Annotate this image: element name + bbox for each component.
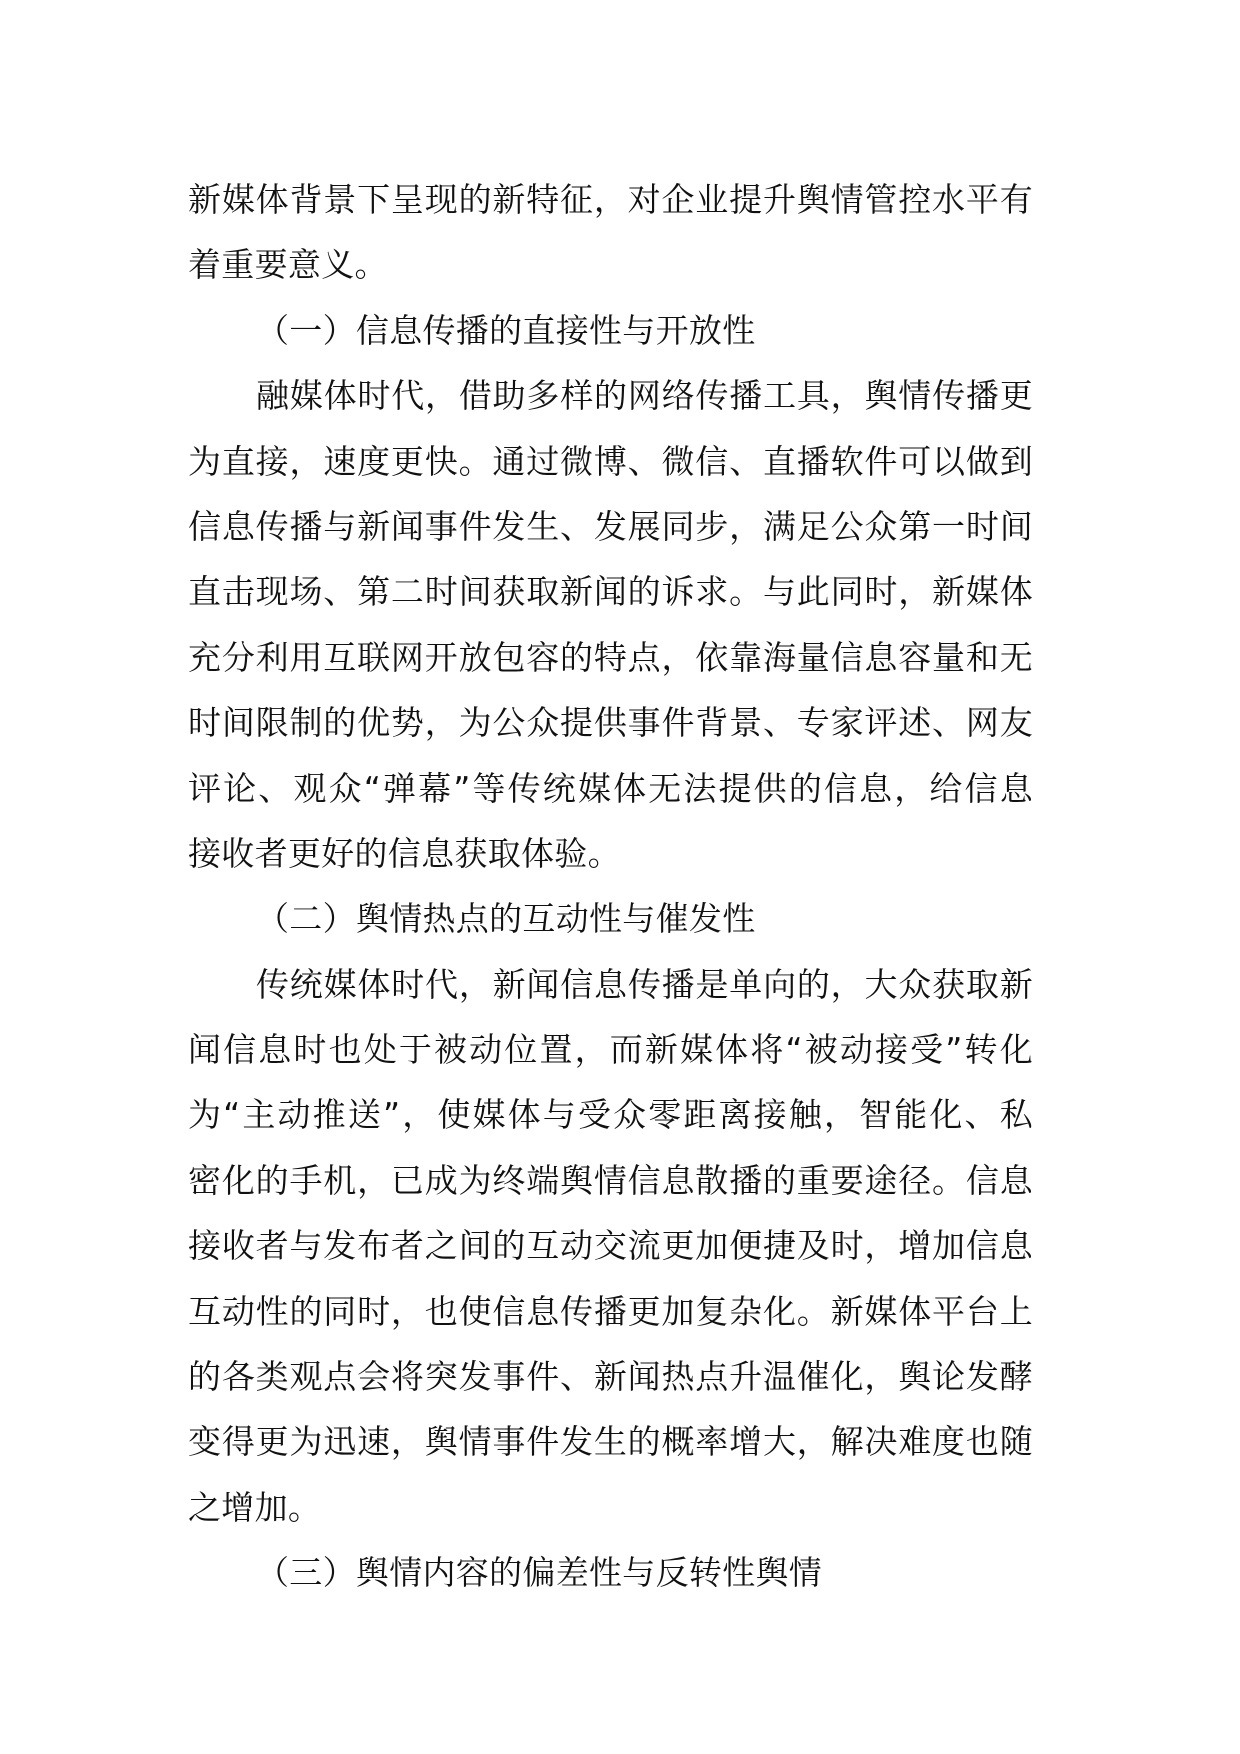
paragraph-line: 着重要意义。 xyxy=(188,245,388,285)
document-body xyxy=(188,167,1033,1606)
paragraph-line: 变得更为迅速，舆情事件发生的概率增大，解决难度也随 xyxy=(188,1422,1033,1462)
section-heading: （一）信息传播的直接性与开放性 xyxy=(256,310,756,350)
paragraph-line: 互动性的同时，也使信息传播更加复杂化。新媒体平台上 xyxy=(188,1291,1033,1331)
paragraph-line: 闻信息时也处于被动位置，而新媒体将“被动接受”转化 xyxy=(188,1030,1033,1070)
section-heading: （三）舆情内容的偏差性与反转性舆情 xyxy=(256,1553,823,1593)
paragraph-line: 的各类观点会将突发事件、新闻热点升温催化，舆论发酵 xyxy=(188,1357,1033,1397)
paragraph-line: 直击现场、第二时间获取新闻的诉求。与此同时，新媒体 xyxy=(188,572,1033,612)
paragraph-line: 新媒体背景下呈现的新特征，对企业提升舆情管控水平有 xyxy=(188,180,1033,219)
paragraph-line: 之增加。 xyxy=(188,1487,322,1527)
section-heading: （二）舆情热点的互动性与催发性 xyxy=(256,899,756,939)
paragraph-line: 为“主动推送”，使媒体与受众零距离接触，智能化、私 xyxy=(188,1095,1033,1135)
paragraph-line: 融媒体时代，借助多样的网络传播工具，舆情传播更 xyxy=(256,376,1033,416)
paragraph-line: 接收者与发布者之间的互动交流更加便捷及时，增加信息 xyxy=(188,1226,1033,1266)
paragraph-line: 传统媒体时代，新闻信息传播是单向的，大众获取新 xyxy=(256,964,1033,1004)
paragraph-line: 时间限制的优势，为公众提供事件背景、专家评述、网友 xyxy=(188,703,1033,743)
paragraph-line: 接收者更好的信息获取体验。 xyxy=(188,833,621,873)
paragraph-line: 评论、观众“弹幕”等传统媒体无法提供的信息，给信息 xyxy=(188,768,1033,808)
paragraph-line: 信息传播与新闻事件发生、发展同步，满足公众第一时间 xyxy=(188,506,1033,546)
paragraph-line: 密化的手机，已成为终端舆情信息散播的重要途径。信息 xyxy=(188,1160,1033,1200)
paragraph-line: 充分利用互联网开放包容的特点，依靠海量信息容量和无 xyxy=(188,637,1033,677)
paragraph-line: 为直接，速度更快。通过微博、微信、直播软件可以做到 xyxy=(188,441,1033,481)
